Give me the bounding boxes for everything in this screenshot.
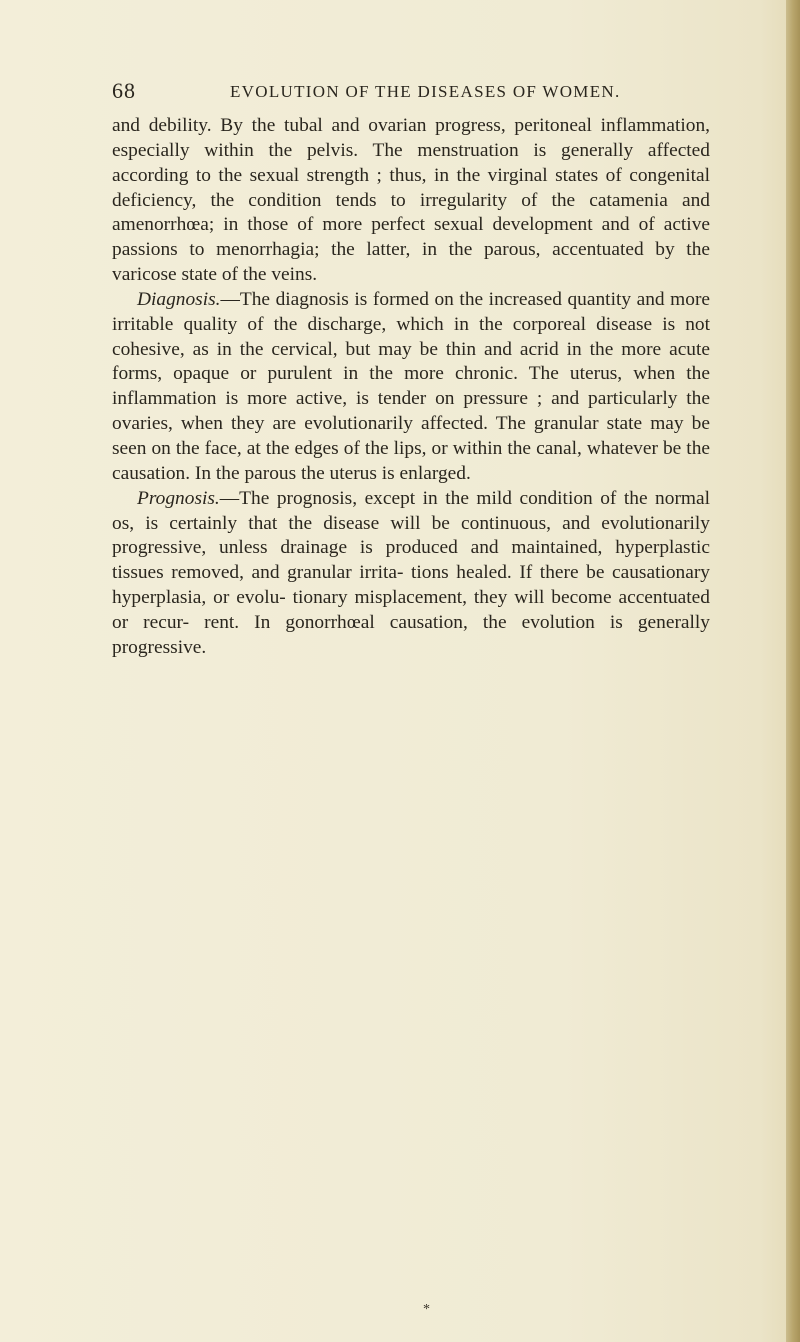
paragraph-continuation (112, 114, 710, 288)
text-line: be thin and acrid in the more acute forms, opaque or purulent (112, 338, 710, 385)
text-line: active, is tender on pressure ; and particularly the ovaries, when (112, 388, 710, 435)
text-line: whatever be the causation. In the parous the uterus is enlarged. (112, 437, 710, 484)
running-head: EVOLUTION OF THE DISEASES OF WOMEN. (230, 82, 621, 101)
text-line: the corporeal disease is not cohesive, as in the cervical, but may (112, 313, 710, 360)
text-line: and evolutionarily progressive, unless drainage is produced and (112, 512, 711, 559)
text-line: rent. In gonorrhœal causation, the evolution is generally (204, 611, 710, 633)
paragraph-diagnosis (112, 288, 710, 487)
printer-mark: * (423, 1302, 430, 1317)
text-line: to irregularity of the catamenia and amenorrhœa; in those of (112, 189, 710, 236)
text-line: and debility. By the tubal and ovarian progress, peritoneal (112, 115, 592, 136)
text-line: the virginal states of congenital deficiency, the condition tends (112, 164, 710, 211)
text-line: the normal os, is certainly that the disease will be continuous, (112, 487, 710, 534)
text-line: more perfect sexual development and of active passions to (112, 214, 710, 261)
section-heading-prognosis: Prognosis. (137, 487, 220, 509)
text-line: in the more chronic. The uterus, when the inflammation is more (112, 363, 710, 410)
page-edge (786, 0, 800, 1342)
text-line: is generally affected according to the sexual strength ; thus, in (112, 139, 710, 186)
text-line: they are evolutionarily affected. The granular state may be (231, 413, 710, 435)
text-line: quantity and more irritable quality of the discharge, which in (112, 288, 711, 335)
page-number: 68 (112, 78, 136, 103)
text-line: inflammation, especially within the pelvis. The menstruation (112, 115, 710, 161)
text-line: maintained, hyperplastic tissues removed, and granular irrita- (112, 537, 710, 584)
page-header (112, 78, 682, 108)
text-line: —The prognosis, except in the mild condition of (219, 487, 617, 509)
text-line: tionary misplacement, they will become accentuated or recur- (112, 587, 710, 633)
text-line: progressive. (112, 636, 207, 658)
text-line: seen on the face, at the edges of the lips, or within the canal, (112, 437, 582, 459)
text-line: menorrhagia; the latter, in the parous, accentuated by the (216, 239, 710, 261)
text-line: varicose state of the veins. (112, 264, 318, 286)
text-line: tions healed. If there be causationary hyperplasia, or evolu- (112, 562, 710, 609)
section-heading-diagnosis: Diagnosis. (137, 288, 221, 310)
body-text (112, 114, 710, 661)
paragraph-prognosis (112, 487, 710, 661)
text-line: —The diagnosis is formed on the increased (220, 288, 562, 310)
